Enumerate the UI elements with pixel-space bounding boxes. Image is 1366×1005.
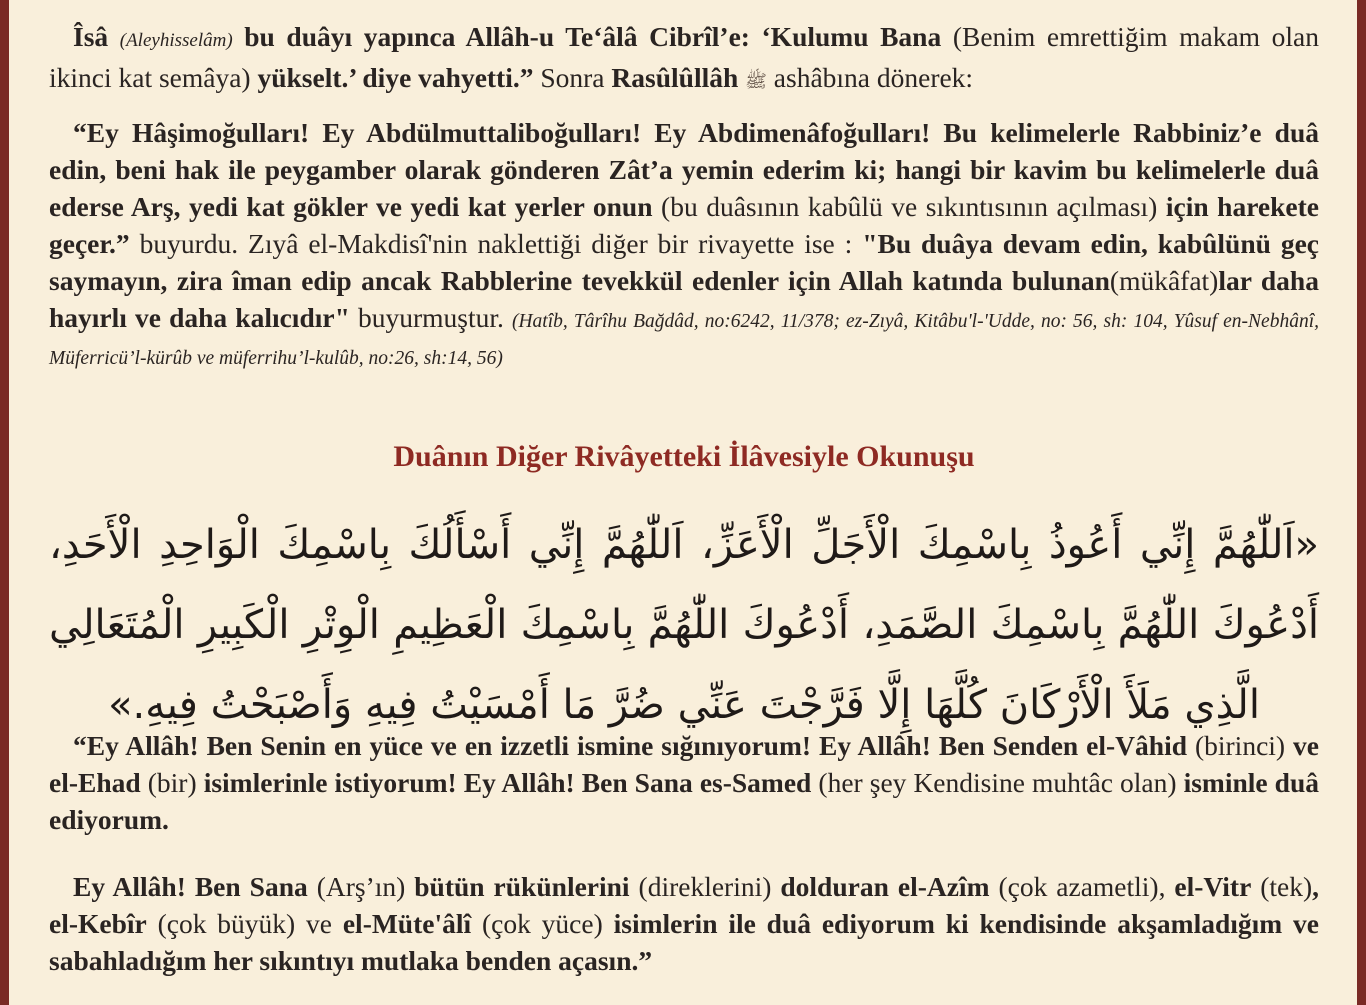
text-span: isimlerin ile duâ ediyorum ki kendisinde akşamladığım ve sabahladığım her sıkıntıyı mutlaka benden açasın.” <box>49 908 1320 976</box>
section-heading: Duânın Diğer Rivâyetteki İlâvesiyle Okunuşu <box>393 440 975 473</box>
text-span: (bir) <box>147 767 197 798</box>
paragraph-hadith <box>49 114 1319 373</box>
text-span: Ey Allâh! Ben Sana <box>73 871 308 902</box>
paragraph-translation-2 <box>49 868 1319 979</box>
paragraph-intro <box>49 18 1319 100</box>
text-span: (çok yüce) <box>481 908 603 939</box>
text-span: (direklerini) <box>638 871 772 902</box>
text-span: (Benim emrettiğim makam olan ikinci kat semâya) <box>49 21 1320 93</box>
text-span: ashâbına dönerek: <box>773 62 974 93</box>
text-span: Sonra <box>540 62 605 93</box>
text-span: (mükâfat) <box>1109 265 1219 296</box>
text-span: buyurmuştur. <box>357 302 504 333</box>
text-span: ve el-Ehad <box>49 730 1320 798</box>
text-span: Rasûlûllâh <box>611 62 739 93</box>
text-span: isimlerinle istiyorum! Ey Allâh! Ben Sana es-Samed <box>203 767 812 798</box>
text-span: bu duâyı yapınca Allâh-u Te‘âlâ Cibrîl’e: ‘Kulumu Bana <box>244 21 942 52</box>
text-span: “Ey Hâşimoğulları! Ey Abdülmuttaliboğulları! Ey Abdimenâfoğulları! Bu kelimelerle Rabbiniz’e duâ edin, beni hak ile peygamber olarak gönderen Zât’a yemin ederim ki; hangi bir kavim bu kelimelerle duâ ederse Arş, yedi kat gökler ve yedi kat yerler onun <box>49 117 1319 222</box>
paragraph-translation-1 <box>49 727 1319 838</box>
text-span: (tek) <box>1260 871 1313 902</box>
text-span: “Ey Allâh! Ben Senin en yüce ve en izzetli ismine sığınıyorum! Ey Allâh! Ben Senden el-Vâhid <box>73 730 1187 761</box>
text-span: Îsâ <box>73 21 109 52</box>
text-span: yükselt.’ diye vahyetti.” <box>257 62 534 93</box>
text-span: , el-Kebîr <box>49 871 1320 939</box>
text-span: el-Vitr <box>1174 871 1252 902</box>
text-span: (Aleyhisselâm) <box>119 30 233 51</box>
text-span: lar daha hayırlı ve daha kalıcıdır" <box>49 265 1319 333</box>
text-span: isminle duâ ediyorum. <box>49 767 1320 835</box>
text-span: (Arş’ın) <box>316 871 406 902</box>
text-span: (birinci) <box>1194 730 1286 761</box>
text-span: dolduran el-Azîm <box>780 871 990 902</box>
salawat-symbol: ﷺ <box>745 71 767 92</box>
text-span: (her şey Kendisine muhtâc olan) <box>818 767 1177 798</box>
text-span: "Bu duâya devam edin, kabûlünü geç saymayın, zira îman edip ancak Rabblerine tevekkül edenler için Allah katında bulunan <box>49 228 1320 296</box>
text-span: (bu duâsının kabûlü ve sıkıntısının açılması) <box>661 191 1158 222</box>
arabic-prayer: «اَللّٰهُمَّ إِنِّي أَعُوذُ بِاسْمِكَ الْأَجَلِّ الْأَعَزِّ، اَللّٰهُمَّ إِنِّي أَسْأَلُكَ بِاسْمِكَ الْوَاحِدِ الْأَحَدِ، أَدْعُوكَ اللّٰهُمَّ بِاسْمِكَ الصَّمَدِ، أَدْعُوكَ اللّٰهُمَّ بِاسْمِكَ الْعَظِيمِ الْوِتْرِ الْكَبِيرِ الْمُتَعَالِي الَّذِي مَلَأَ الْأَرْكَانَ كُلَّهَا إِلَّا فَرَّجْتَ عَنِّي ضُرَّ مَا أَمْسَيْتُ فِيهِ وَأَصْبَحْتُ فِيهِ.» <box>49 522 1319 728</box>
text-span: bütün rükünlerini <box>414 871 630 902</box>
reference-citation: (Hatîb, Târîhu Bağdâd, no:6242, 11/378; ez-Zıyâ, Kitâbu'l-'Udde, no: 56, sh: 104, Yûsuf en-Nebhânî, Müferricü’l-kürûb ve müferrihu’l-kulûb, no:26, sh:14, 56) <box>49 311 1320 369</box>
text-span: buyurdu. Zıyâ el-Makdisî'nin naklettiği diğer bir rivayette ise : <box>139 228 853 259</box>
text-span: (çok azametli), <box>998 871 1166 902</box>
text-span: için harekete geçer.” <box>49 191 1320 259</box>
text-span: el-Müte'âlî <box>342 908 472 939</box>
text-span: (çok büyük) ve <box>157 908 332 939</box>
